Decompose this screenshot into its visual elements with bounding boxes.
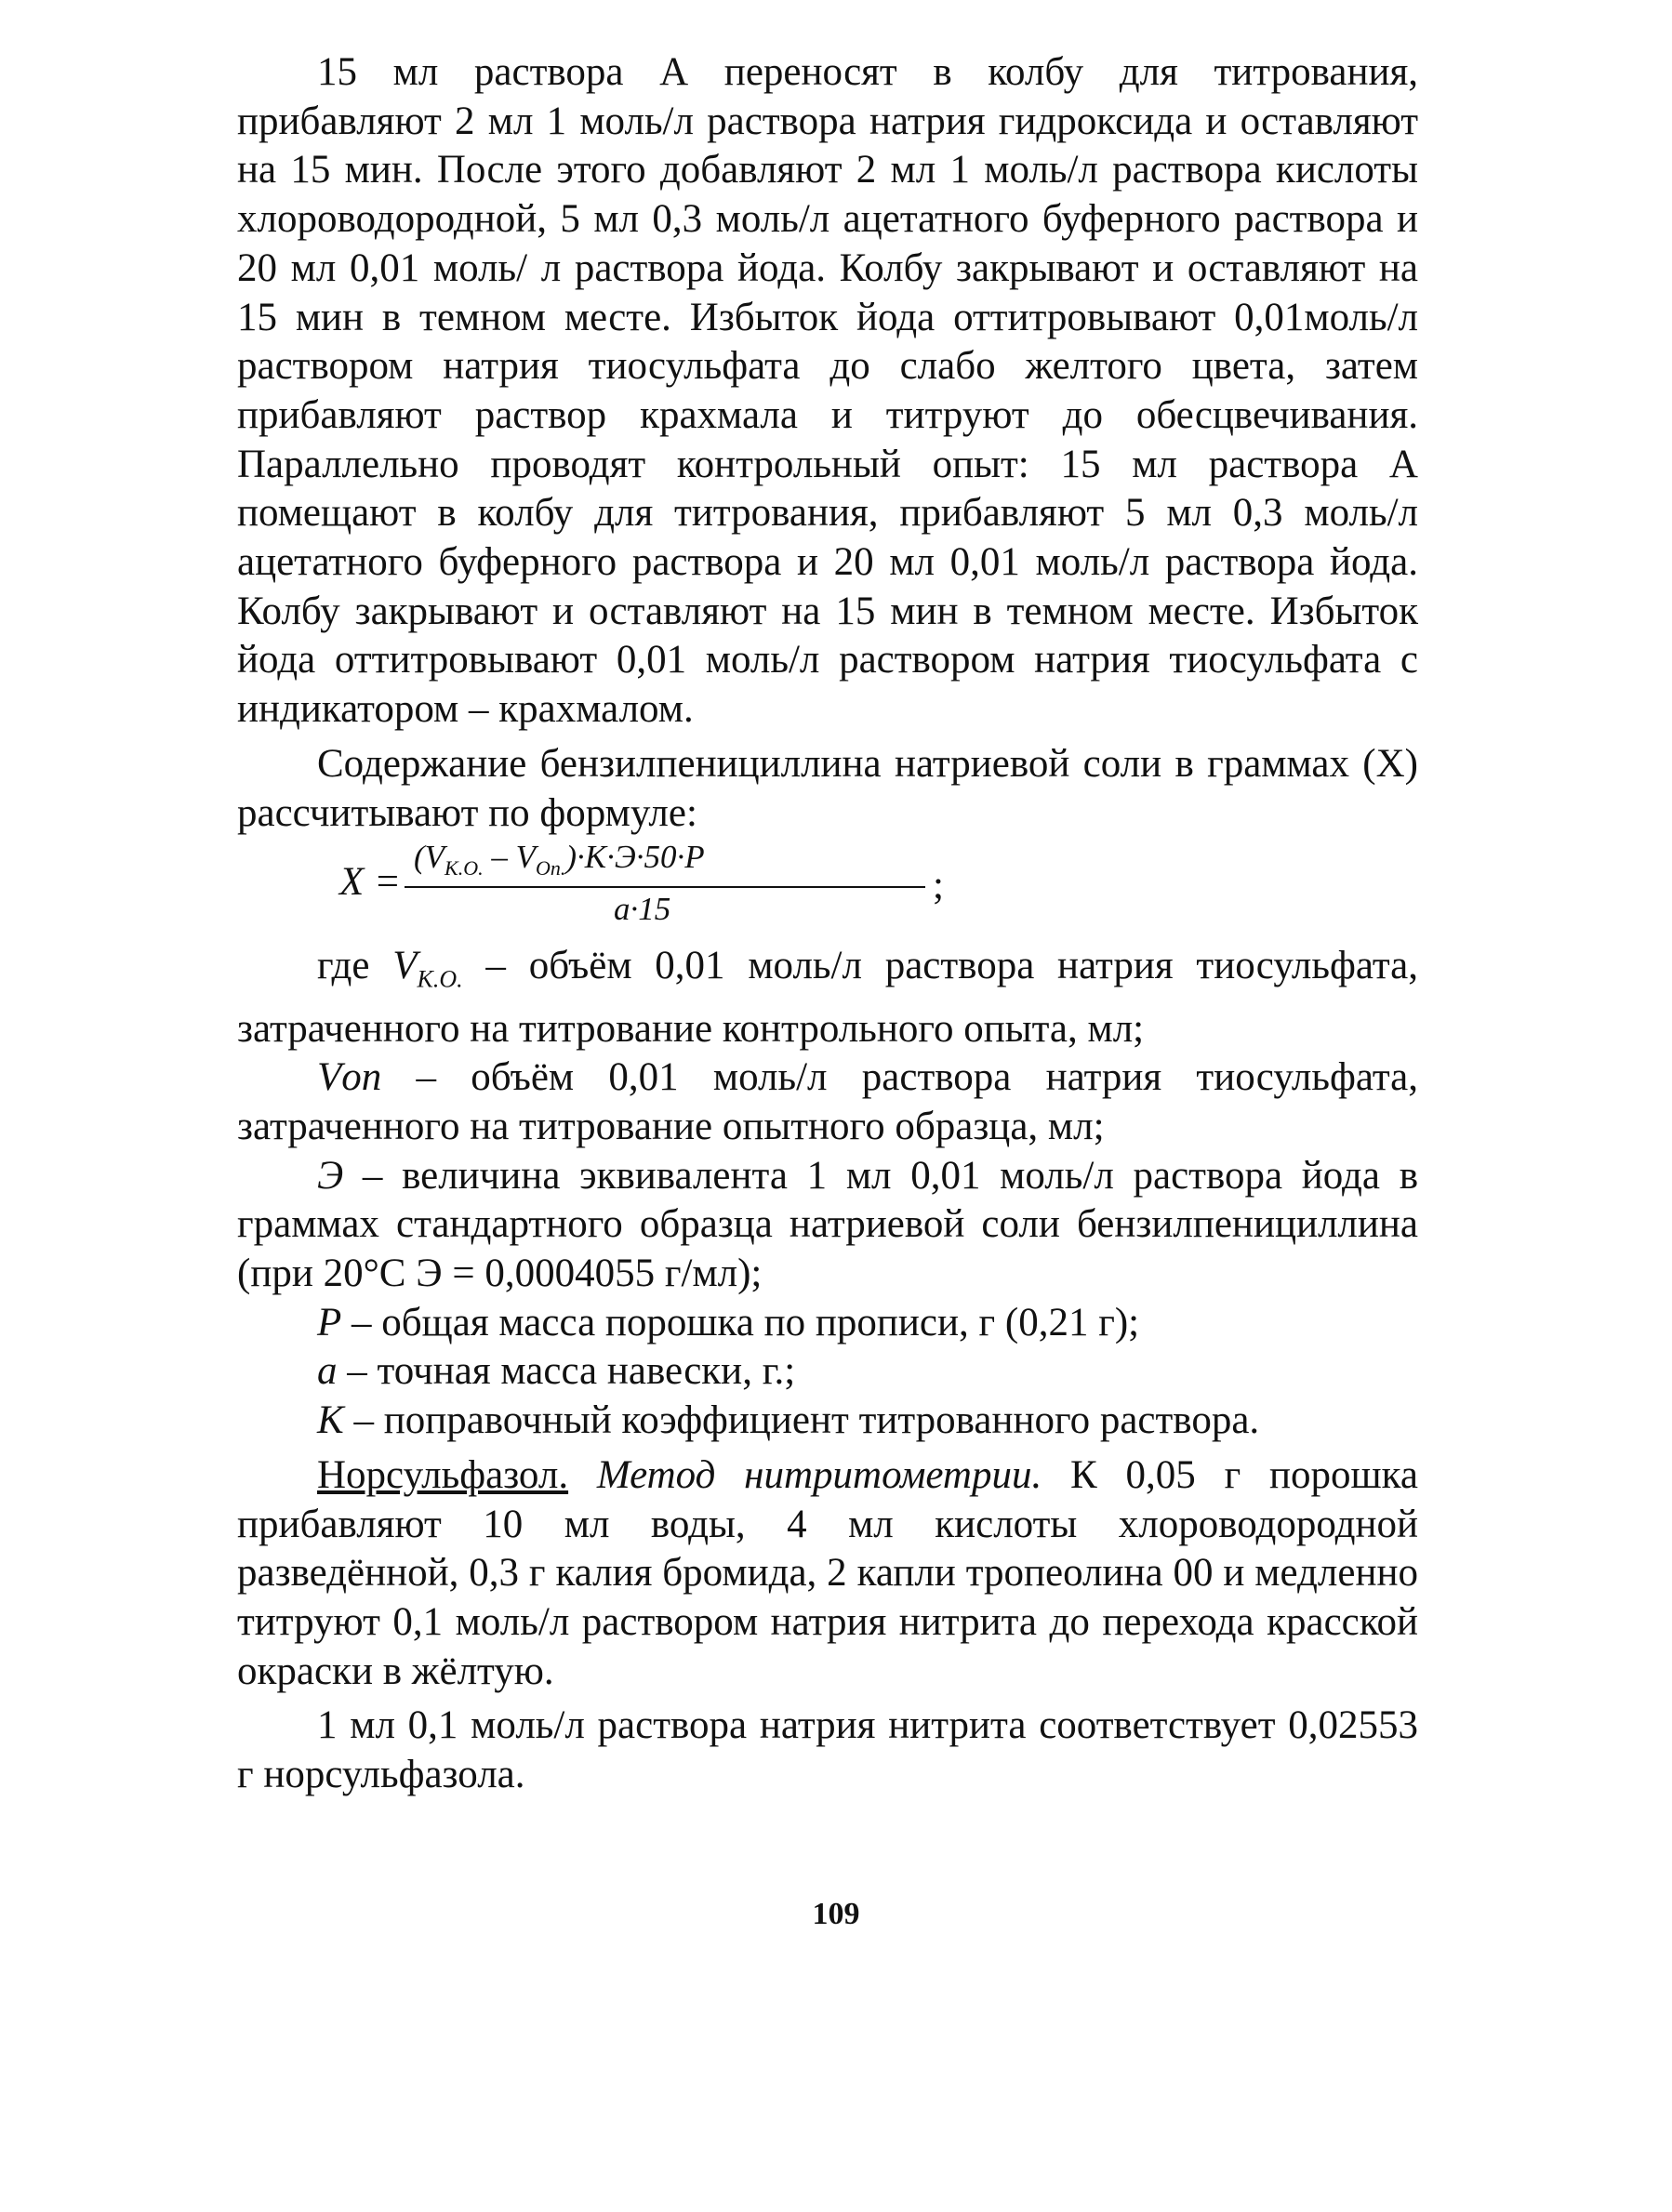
formula-numerator <box>414 838 705 888</box>
paragraph-procedure: 15 мл раствора А переносят в колбу для титрования, прибавляют 2 мл 1 моль/л раствора натрия гидроксида и оставляют на 15 мин. После этого добавляют 2 мл 1 моль/л раствора кислоты хлороводородной, 5 мл 0,3 моль/л ацетатного буферного раствора и 20 мл 0,01 моль/ л раствора йода. Колбу закрывают и оставляют на 15 мин в темном месте. Избыток йода оттитровывают 0,01моль/л раствором натрия тиосульфата до слабо желтого цвета, затем прибавляют раствор крахмала и титруют до обесцвечивания. Параллельно проводят контрольный опыт: 15 мл раствора А помещают в колбу для титрования, прибавляют 5 мл 0,3 моль/л ацетатного буферного раствора и 20 мл 0,01 моль/л раствора йода. Колбу закрывают и оставляют на 15 мин в темном месте. Избыток йода оттитровывают 0,01 моль/л раствором натрия тиосульфата с индикатором – крахмалом. <box>237 50 1418 732</box>
definition-lead: где <box>317 944 393 988</box>
symbol-k: K <box>317 1398 344 1443</box>
symbol-a: a <box>317 1349 338 1394</box>
symbol-subscript-ko: K.O. <box>417 965 463 993</box>
definition-a-text: – точная масса навески, г.; <box>337 1349 796 1394</box>
page-number: 109 <box>812 1897 860 1931</box>
formula-num-rest: )·K·Э·50·P <box>565 839 705 876</box>
formula-num-sub1: K.O. <box>445 856 484 881</box>
symbol-e: Э <box>317 1153 344 1198</box>
formula-lhs: X = <box>339 860 402 905</box>
formula-semicolon: ; <box>933 864 944 908</box>
definition-p <box>237 1299 1418 1348</box>
definition-vko-text: – объём 0,01 моль/л раствора натрия тиосульфата, затраченного на титрование контрольного опыта, мл; <box>237 944 1418 1051</box>
definition-vko <box>237 942 1418 1053</box>
formula-num-sub2: Оп. <box>536 856 566 881</box>
paragraph-formula-intro: Содержание бензилпенициллина натриевой соли в граммах (X) рассчитывают по формуле: <box>237 741 1418 835</box>
symbol-v: V <box>392 944 418 988</box>
definition-vop-text: – объём 0,01 моль/л раствора натрия тиосульфата, затраченного на титрование опытного образца, мл; <box>237 1055 1418 1148</box>
definition-a <box>237 1347 1418 1397</box>
norsulfazol-method: Метод нитритометрии. <box>596 1452 1042 1497</box>
symbol-vop: Vоп <box>317 1055 382 1100</box>
norsulfazol-title: Норсульфазол. <box>317 1452 569 1497</box>
norsulfazol-text: К 0,05 г порошка прибавляют 10 мл воды, 4 мл кислоты хлороводородной разведённой, 0,3 г калия бромида, 2 капли тропеолина 00 и медленно титруют 0,1 моль/л раствором натрия нитрита до перехода красской окраски в жёлтую. <box>237 1452 1418 1693</box>
formula-denominator: a·15 <box>614 891 671 928</box>
formula-fraction-bar <box>405 886 925 888</box>
paragraph-norsulfazol <box>237 1451 1418 1697</box>
definition-k-text: – поправочный коэффициент титрованного раствора. <box>343 1398 1260 1443</box>
definition-e <box>237 1152 1418 1299</box>
paragraph-equivalent: 1 мл 0,1 моль/л раствора натрия нитрита соответствует 0,02553 г норсульфазола. <box>237 1703 1418 1797</box>
definition-e-text: – величина эквивалента 1 мл 0,01 моль/л раствора йода в граммах стандартного образца натриевой соли бензилпенициллина (при 20°С Э = 0,0004055 г/мл); <box>237 1153 1418 1296</box>
definition-vop <box>237 1053 1418 1151</box>
formula-block <box>237 838 1418 942</box>
page-body <box>237 48 1418 1800</box>
definition-k <box>237 1397 1418 1446</box>
symbol-p: P <box>317 1300 342 1344</box>
formula-num-minus: – V <box>483 839 536 876</box>
formula-num-open: (V <box>414 839 445 876</box>
definition-p-text: – общая масса порошка по прописи, г (0,21 г); <box>341 1300 1140 1344</box>
